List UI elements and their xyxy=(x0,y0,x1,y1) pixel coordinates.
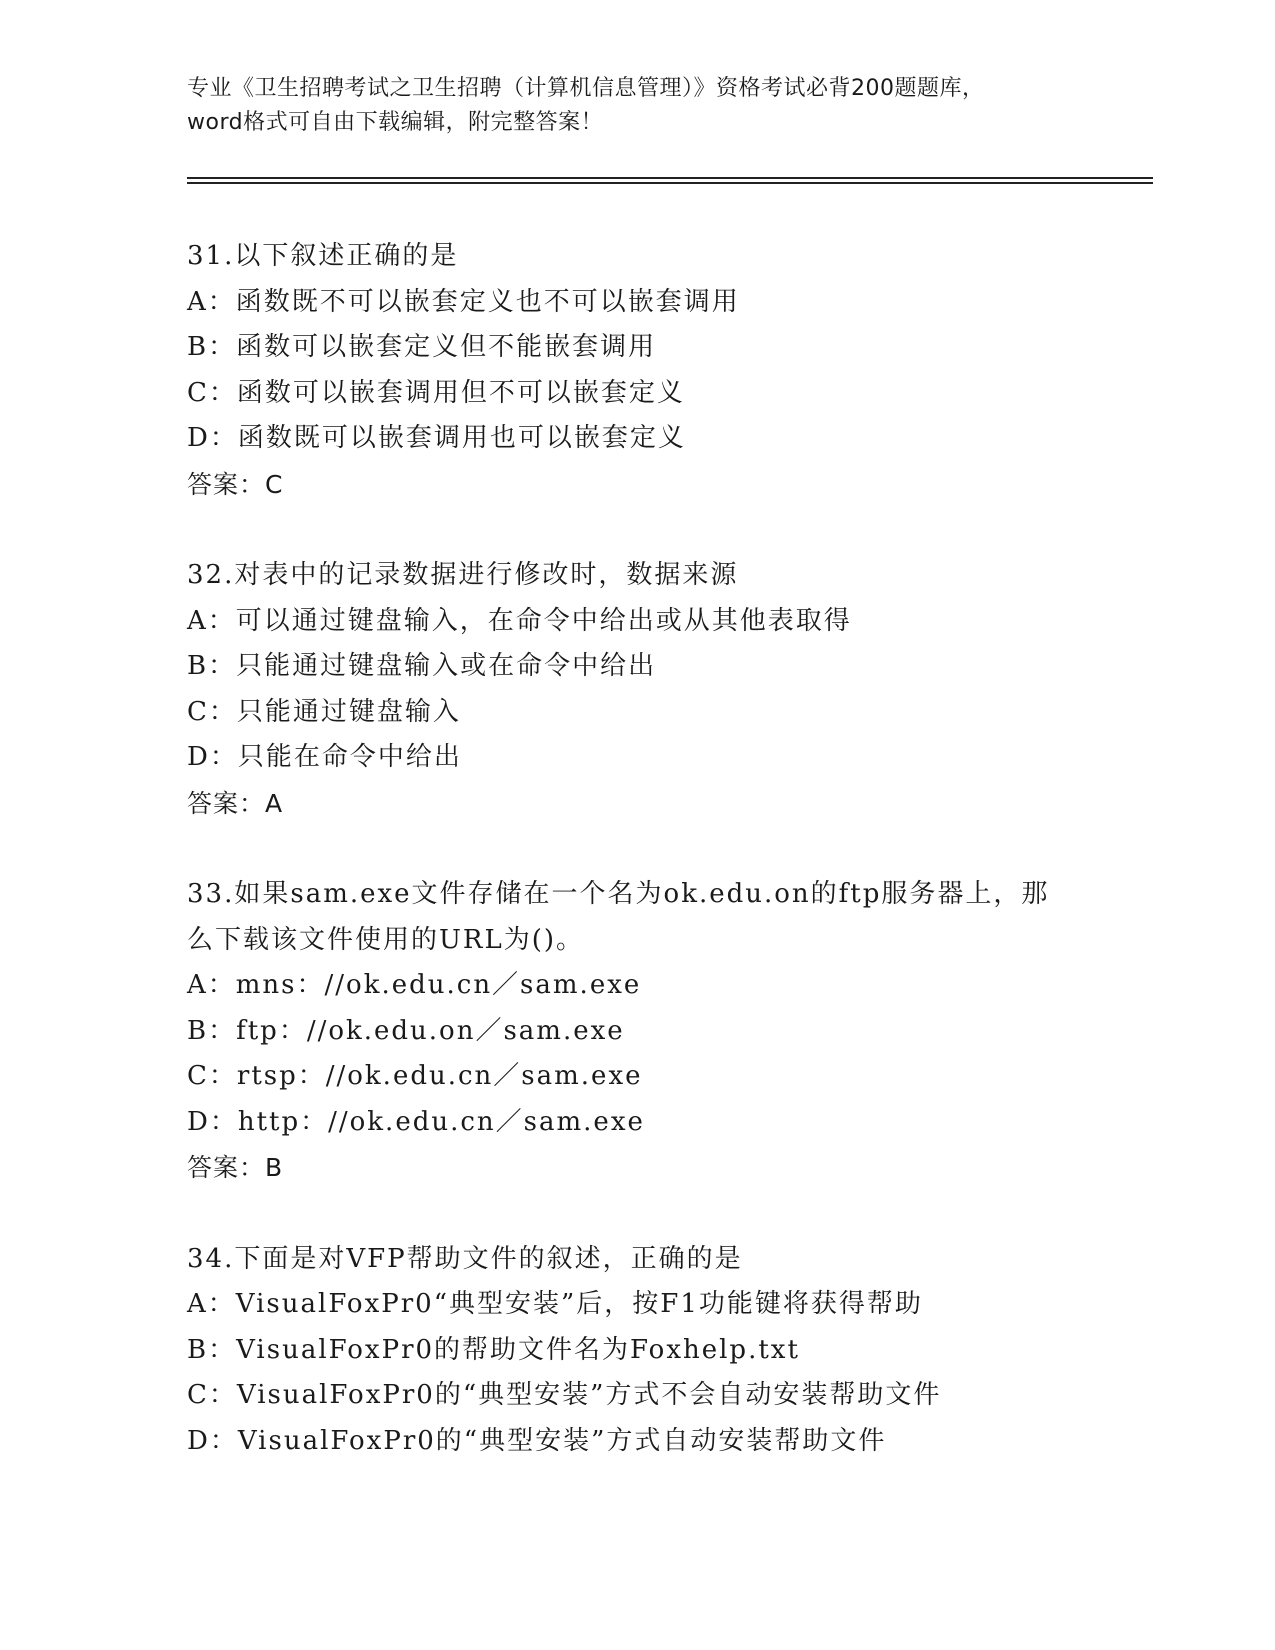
question-31 xyxy=(187,234,1087,507)
option-d: D：http：//ok.edu.cn／sam.exe xyxy=(187,1106,645,1137)
option-d: D：VisualFoxPr0的“典型安装”方式自动安装帮助文件 xyxy=(187,1425,887,1456)
question-33 xyxy=(187,872,1087,1191)
option-c: C：VisualFoxPr0的“典型安装”方式不会自动安装帮助文件 xyxy=(187,1380,942,1410)
option-c: C：只能通过键盘输入 xyxy=(187,696,461,727)
option-c: C：函数可以嵌套调用但不可以嵌套定义 xyxy=(187,377,685,408)
option-b: B：函数可以嵌套定义但不能嵌套调用 xyxy=(187,332,657,362)
option-a: A：函数既不可以嵌套定义也不可以嵌套调用 xyxy=(187,286,740,317)
answer: 答案：B xyxy=(187,1153,284,1182)
option-b: B：VisualFoxPr0的帮助文件名为Foxhelp.txt xyxy=(187,1334,800,1365)
header-line-2: word格式可自由下载编辑，附完整答案！ xyxy=(187,110,604,135)
option-a: A：VisualFoxPr0“典型安装”后，按F1功能键将获得帮助 xyxy=(187,1289,923,1319)
header-line-1: 专业《卫生招聘考试之卫生招聘（计算机信息管理）》资格考试必背200题题库， xyxy=(187,76,985,101)
option-a: A：可以通过键盘输入，在命令中给出或从其他表取得 xyxy=(187,605,852,636)
header-divider-bottom xyxy=(187,182,1153,184)
option-b: B：ftp：//ok.edu.on／sam.exe xyxy=(187,1015,625,1046)
question-stem: 32.对表中的记录数据进行修改时，数据来源 xyxy=(187,560,739,590)
question-stem: 31.以下叙述正确的是 xyxy=(187,241,459,271)
question-list xyxy=(187,234,1087,1510)
option-a: A：mns：//ok.edu.cn／sam.exe xyxy=(187,970,642,1000)
option-d: D：只能在命令中给出 xyxy=(187,742,462,772)
question-32 xyxy=(187,553,1087,826)
question-stem: 34.下面是对VFP帮助文件的叙述，正确的是 xyxy=(187,1243,743,1274)
question-34 xyxy=(187,1237,1087,1465)
option-c: C：rtsp：//ok.edu.cn／sam.exe xyxy=(187,1061,643,1091)
question-stem-continued: 么下载该文件使用的URL为()。 xyxy=(187,924,585,955)
document-header xyxy=(187,72,1087,140)
answer: 答案：C xyxy=(187,469,284,499)
option-d: D：函数既可以嵌套调用也可以嵌套定义 xyxy=(187,423,686,453)
question-stem: 33.如果sam.exe文件存储在一个名为ok.edu.on的ftp服务器上，那 xyxy=(187,879,1050,909)
header-divider-top xyxy=(187,177,1153,179)
answer: 答案：A xyxy=(187,788,284,818)
option-b: B：只能通过键盘输入或在命令中给出 xyxy=(187,651,657,681)
